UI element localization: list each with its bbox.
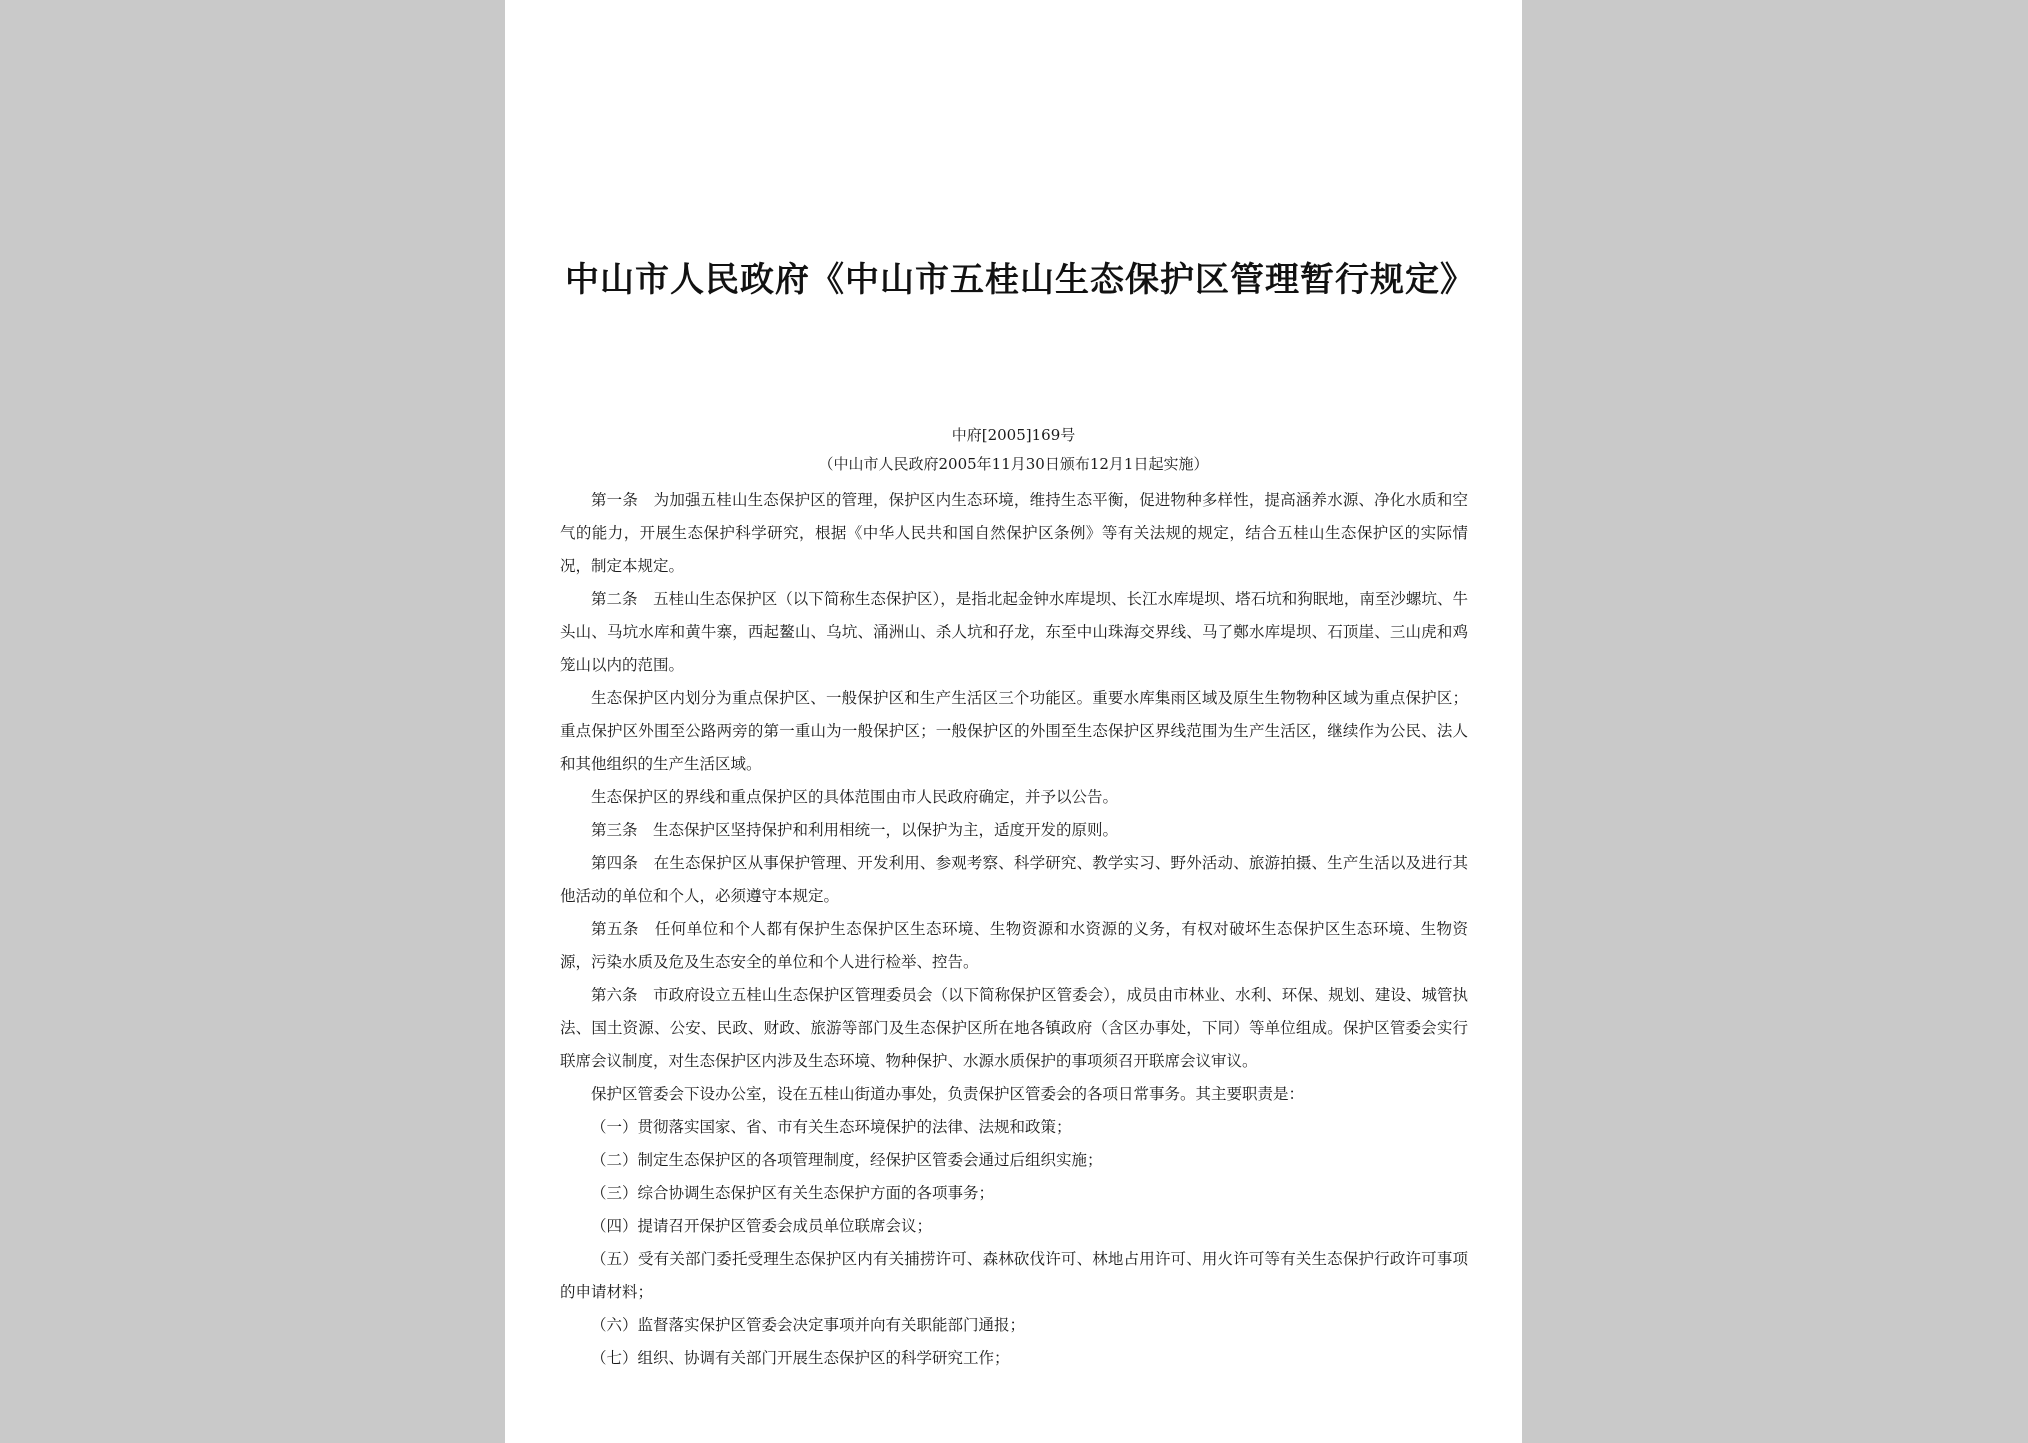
article-5: 第五条 任何单位和个人都有保护生态保护区生态环境、生物资源和水资源的义务，有权对破坏生态保护区生态环境、生物资源，污染水质及危及生态安全的单位和个人进行检举、控告。 <box>560 920 1468 971</box>
document-body <box>560 484 1468 1375</box>
document-title: 中山市人民政府《中山市五桂山生态保护区管理暂行规定》 <box>565 260 1475 300</box>
article-3: 第三条 生态保护区坚持保护和利用相统一，以保护为主，适度开发的原则。 <box>591 821 1119 839</box>
duty-item-4: （四）提请召开保护区管委会成员单位联席会议； <box>591 1217 933 1235</box>
article-6-office: 保护区管委会下设办公室，设在五桂山街道办事处，负责保护区管委会的各项日常事务。其主要职责是： <box>591 1085 1305 1103</box>
duty-item-5: （五）受有关部门委托受理生态保护区内有关捕捞许可、森林砍伐许可、林地占用许可、用火许可等有关生态保护行政许可事项的申请材料； <box>560 1250 1468 1301</box>
article-2-zones: 生态保护区内划分为重点保护区、一般保护区和生产生活区三个功能区。重要水库集雨区域及原生生物物种区域为重点保护区；重点保护区外围至公路两旁的第一重山为一般保护区；一般保护区的外围至生态保护区界线范围为生产生活区，继续作为公民、法人和其他组织的生产生活区域。 <box>560 689 1468 773</box>
duty-item-1: （一）贯彻落实国家、省、市有关生态环境保护的法律、法规和政策； <box>591 1118 1072 1136</box>
document-page <box>505 0 1522 1443</box>
article-6: 第六条 市政府设立五桂山生态保护区管理委员会（以下简称保护区管委会），成员由市林业、水利、环保、规划、建设、城管执法、国土资源、公安、民政、财政、旅游等部门及生态保护区所在地各镇政府（含区办事处，下同）等单位组成。保护区管委会实行联席会议制度，对生态保护区内涉及生态环境、物种保护、水源水质保护的事项须召开联席会议审议。 <box>560 986 1468 1070</box>
duty-item-3: （三）综合协调生态保护区有关生态保护方面的各项事务； <box>591 1184 995 1202</box>
duty-item-7: （七）组织、协调有关部门开展生态保护区的科学研究工作； <box>591 1349 1010 1367</box>
document-number: 中府[2005]169号 <box>951 426 1076 444</box>
duty-item-6: （六）监督落实保护区管委会决定事项并向有关职能部门通报； <box>591 1316 1026 1334</box>
article-1: 第一条 为加强五桂山生态保护区的管理，保护区内生态环境，维持生态平衡，促进物种多样性，提高涵养水源、净化水质和空气的能力，开展生态保护科学研究，根据《中华人民共和国自然保护区条例》等有关法规的规定，结合五桂山生态保护区的实际情况，制定本规定。 <box>560 491 1468 575</box>
article-4: 第四条 在生态保护区从事保护管理、开发利用、参观考察、科学研究、教学实习、野外活动、旅游拍摄、生产生活以及进行其他活动的单位和个人，必须遵守本规定。 <box>560 854 1468 905</box>
promulgation-note: （中山市人民政府2005年11月30日颁布12月1日起实施） <box>818 455 1209 473</box>
duty-item-2: （二）制定生态保护区的各项管理制度，经保护区管委会通过后组织实施； <box>591 1151 1103 1169</box>
article-2-boundary: 生态保护区的界线和重点保护区的具体范围由市人民政府确定，并予以公告。 <box>591 788 1119 806</box>
article-2: 第二条 五桂山生态保护区（以下简称生态保护区），是指北起金钟水库堤坝、长江水库堤坝、塔石坑和狗眠地，南至沙螺坑、牛头山、马坑水库和黄牛寨，西起鳌山、乌坑、涌洲山、杀人坑和孖龙，东至中山珠海交界线、马了鄭水库堤坝、石顶崖、三山虎和鸡笼山以内的范围。 <box>560 590 1468 674</box>
